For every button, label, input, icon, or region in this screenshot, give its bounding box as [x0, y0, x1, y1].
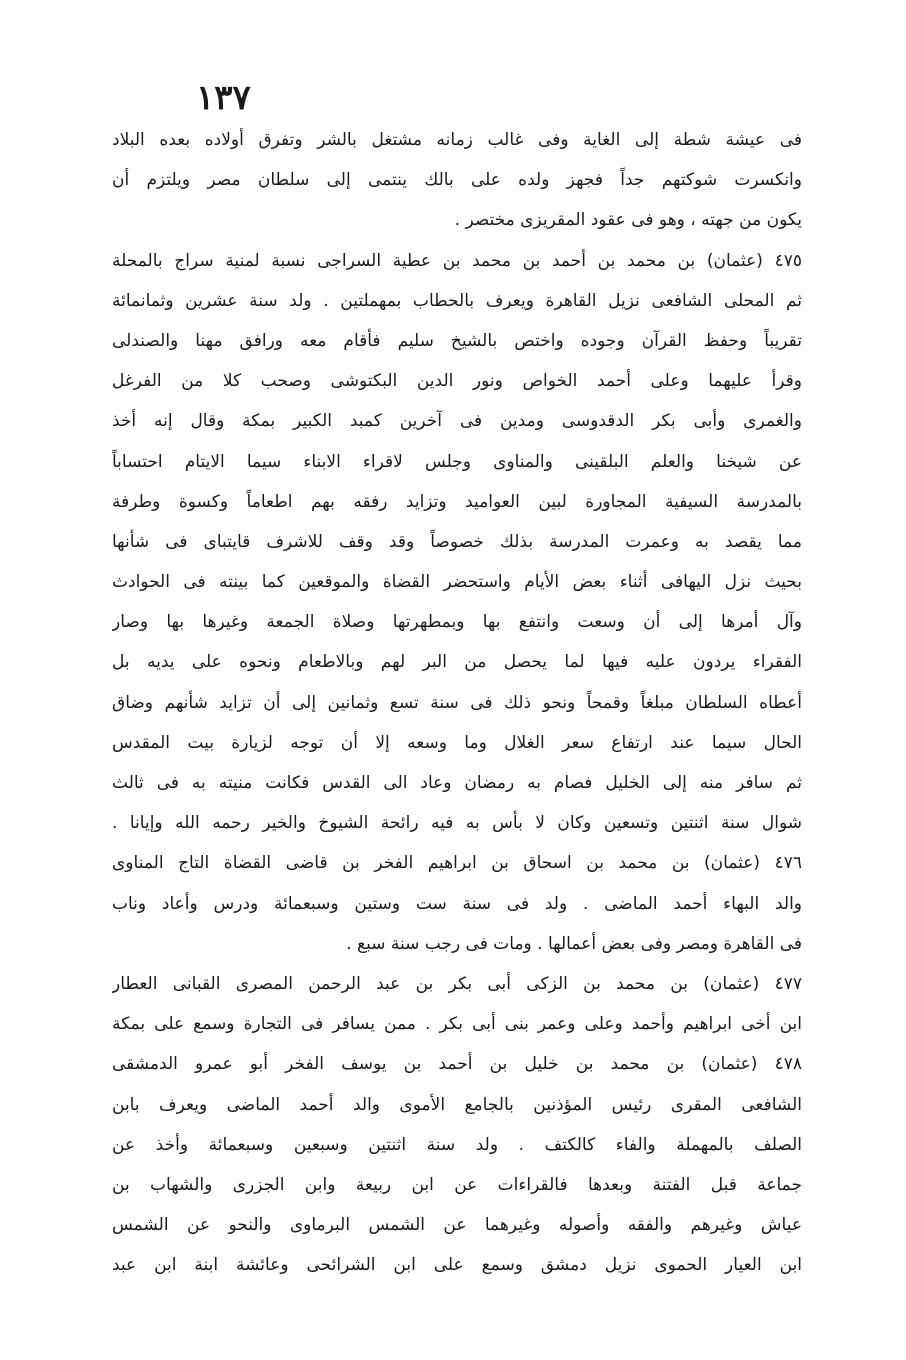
text-line: الفقراء يردون عليه فيها لما يحصل من البر لهم وبالاطعام ونحوه على يديه بل [112, 652, 802, 673]
text-line: والغمرى وأبى بكر الدقدوسى ومدين فى آخرين كمبد الكبير بمكة وقال إنه أخذ [112, 411, 802, 432]
text-line: أعطاه السلطان مبلغاً وقمحاً ونحو ذلك فى سنة تسع وثمانين إلى أن تزايد شأنهم وضاق [112, 692, 802, 713]
text-line: وانكسرت شوكتهم جداً فجهز ولده على بالك ينتمى إلى سلطان مصر ويلتزم أن [112, 170, 802, 191]
text-line: مما يقصد به وعمرت المدرسة بذلك خصوصاً وقد وقف للاشرف قايتباى فى شأنها [112, 531, 802, 552]
text-line: شوال سنة اثنتين وتسعين وكان لا بأس به فيه رائحة الشيوخ والخير رحمه الله وإيانا . [112, 813, 802, 834]
body-text [112, 120, 802, 1285]
text-line: بالمدرسة السيفية المجاورة لبين العواميد وتزايد رفقه بهم اطعاماً وكسوة وطرفة [112, 491, 802, 512]
text-line: وآل أمرها إلى أن وسعت وانتفع بها وبمطهرتها وصلاة الجمعة وغيرها بها وصار [112, 612, 802, 633]
text-line: ٤٧٧ (عثمان) بن محمد بن الزكى أبى بكر بن عبد الرحمن المصرى القبانى العطار [112, 973, 802, 994]
text-line: جماعة قبل الفتنة وبعدها فالقراءات عن ابن ربيعة وابن الجزرى والشهاب بن [112, 1174, 802, 1195]
text-line: عياش وغيرهم والفقه وأصوله وغيرهما عن الشمس البرماوى والنحو عن الشمس [112, 1215, 802, 1236]
text-line: ٤٧٥ (عثمان) بن محمد بن أحمد بن محمد بن عطية السراجى نسبة لمنية سراج بالمحلة [112, 250, 802, 271]
text-line: فى القاهرة ومصر وفى بعض أعمالها . ومات فى رجب سنة سبع . [346, 933, 802, 954]
text-line: الشافعى المقرى رئيس المؤذنين بالجامع الأموى والد أحمد الماضى ويعرف بابن [112, 1094, 802, 1115]
text-line: فى عيشة شطة إلى الغاية وفى غالب زمانه مشتغل بالشر وتفرق أولاده بعده البلاد [112, 130, 802, 150]
text-line: عن شيخنا والعلم البلقينى والمناوى وجلس لاقراء الابناء سيما الايتام احتساباً [112, 451, 802, 472]
text-line: ثم المحلى الشافعى نزيل القاهرة ويعرف بالحطاب بمهملتين . ولد سنة عشرين وثمانمائة [112, 290, 802, 311]
text-line: ابن أخى ابراهيم وأحمد وعلى وعمر بنى أبى بكر . ممن يسافر فى التجارة وسمع على بمكة [112, 1014, 802, 1035]
text-line: الصلف بالمهملة والفاء كالكتف . ولد سنة اثنتين وسبعين وسبعمائة وأخذ عن [112, 1134, 802, 1155]
text-line: الحال سيما عند ارتفاع سعر الغلال وما وسعه إلا أن توجه لزيارة بيت المقدس [112, 732, 802, 753]
text-line: ثم سافر منه إلى الخليل فصام به رمضان وعاد الى القدس فكانت منيته به فى ثالث [112, 773, 802, 793]
text-line: ٤٧٨ (عثمان) بن محمد بن خليل بن أحمد بن يوسف الفخر أبو عمرو الدمشقى [112, 1054, 802, 1075]
text-line: تقريباً وحفظ القرآن وجوده واختص بالشيخ سليم فأقام معه ورافق مهنا والصندلى [112, 330, 802, 351]
text-line: وقرأ عليهما وعلى أحمد الخواص ونور الدين البكتوشى وصحب كلا من الفرغل [112, 371, 802, 392]
text-line: ابن العيار الحموى نزيل دمشق وسمع على ابن الشرائحى وعائشة ابنة ابن عبد [112, 1255, 802, 1276]
text-line: والد البهاء أحمد الماضى . ولد فى سنة ست وستين وسبعمائة ودرس وأعاد وناب [112, 893, 802, 914]
text-line: بحيث نزل اليهافى أثناء بعض الأيام واستحضر القضاة والموقعين كما بينته فى الحوادث [112, 572, 802, 593]
text-line: ٤٧٦ (عثمان) بن محمد بن اسحاق بن ابراهيم الفخر بن قاضى القضاة التاج المناوى [112, 853, 802, 874]
page-number: ١٣٧ [196, 78, 251, 118]
text-line: يكون من جهته ، وهو فى عقود المقريزى مختصر . [454, 210, 802, 231]
